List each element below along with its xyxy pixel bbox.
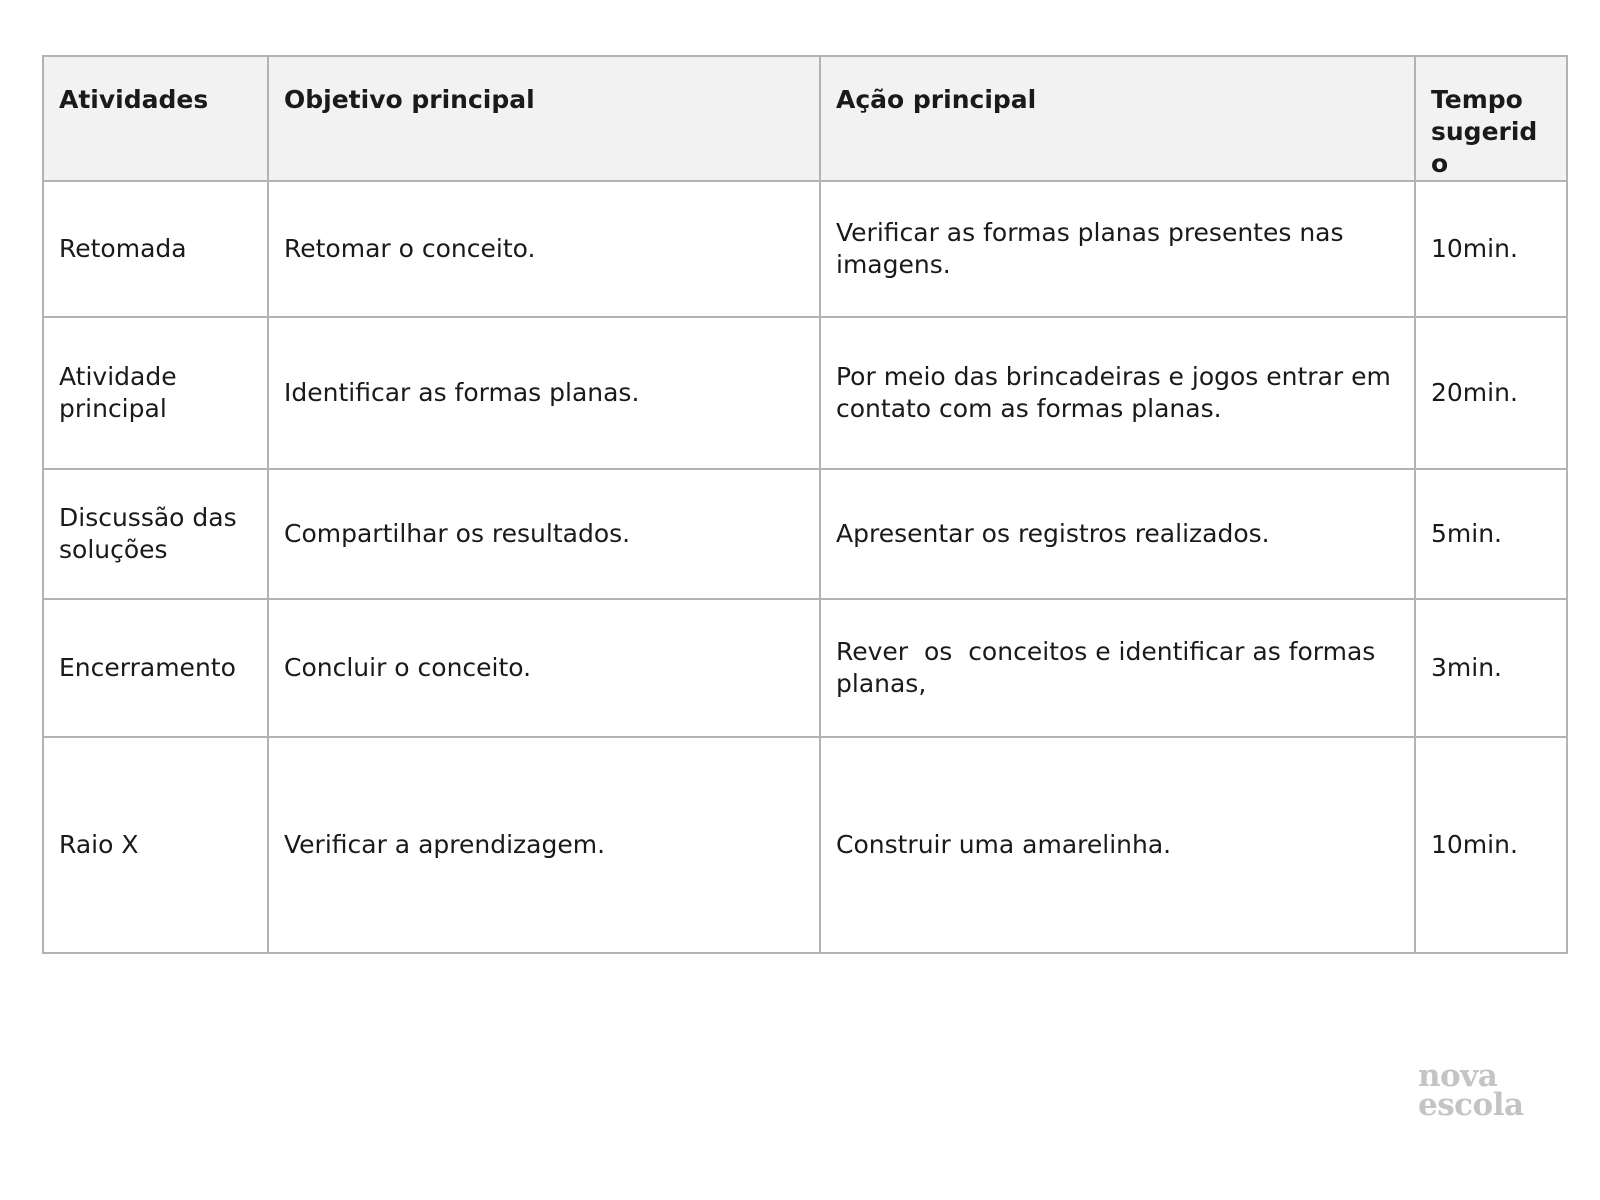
table-row <box>43 737 1567 953</box>
header-acao-principal: Ação principal <box>820 56 1415 181</box>
cell-tempo <box>1415 181 1567 317</box>
table-header-row <box>43 56 1567 181</box>
header-objetivo-principal: Objetivo principal <box>268 56 820 181</box>
lesson-plan-table <box>42 55 1568 954</box>
cell-text: Identificar as formas planas. <box>284 378 640 407</box>
cell-text: Rever os conceitos e identificar as formas planas, <box>836 637 1384 698</box>
cell-acao <box>820 599 1415 737</box>
cell-acao <box>820 181 1415 317</box>
cell-acao <box>820 737 1415 953</box>
table-row <box>43 599 1567 737</box>
cell-text: Verificar a aprendizagem. <box>284 830 606 859</box>
cell-text: Compartilhar os resultados. <box>284 519 631 548</box>
cell-atividade <box>43 599 268 737</box>
cell-tempo <box>1415 317 1567 469</box>
cell-text: Discussão das soluções <box>59 503 245 564</box>
cell-atividade <box>43 737 268 953</box>
cell-tempo <box>1415 737 1567 953</box>
cell-text: Por meio das brincadeiras e jogos entrar em contato com as formas planas. <box>836 362 1399 423</box>
cell-tempo <box>1415 469 1567 599</box>
header-tempo-sugerido: Tempo sugerido <box>1415 56 1567 181</box>
cell-atividade <box>43 469 268 599</box>
cell-text: 5min. <box>1431 519 1502 548</box>
cell-text: Concluir o conceito. <box>284 653 532 682</box>
cell-tempo <box>1415 599 1567 737</box>
cell-objetivo <box>268 737 820 953</box>
cell-text: Retomada <box>59 234 187 263</box>
table-row <box>43 469 1567 599</box>
cell-text: Retomar o conceito. <box>284 234 536 263</box>
logo-line-nova: nova <box>1418 1058 1498 1094</box>
logo-line-escola: escola <box>1418 1087 1524 1123</box>
cell-text: 10min. <box>1431 234 1518 263</box>
nova-escola-logo <box>1418 1058 1538 1123</box>
cell-text: Construir uma amarelinha. <box>836 830 1172 859</box>
header-atividades: Atividades <box>43 56 268 181</box>
cell-text: Raio X <box>59 830 139 859</box>
cell-text: Encerramento <box>59 653 236 682</box>
cell-atividade <box>43 317 268 469</box>
cell-acao <box>820 469 1415 599</box>
table-row <box>43 181 1567 317</box>
cell-objetivo <box>268 317 820 469</box>
cell-text: Atividade principal <box>59 362 185 423</box>
cell-atividade <box>43 181 268 317</box>
table-row <box>43 317 1567 469</box>
cell-objetivo <box>268 181 820 317</box>
cell-text: 20min. <box>1431 378 1518 407</box>
cell-text: 10min. <box>1431 830 1518 859</box>
cell-objetivo <box>268 469 820 599</box>
cell-text: 3min. <box>1431 653 1502 682</box>
cell-acao <box>820 317 1415 469</box>
cell-text: Apresentar os registros realizados. <box>836 519 1270 548</box>
cell-text: Verificar as formas planas presentes nas imagens. <box>836 218 1352 279</box>
cell-objetivo <box>268 599 820 737</box>
